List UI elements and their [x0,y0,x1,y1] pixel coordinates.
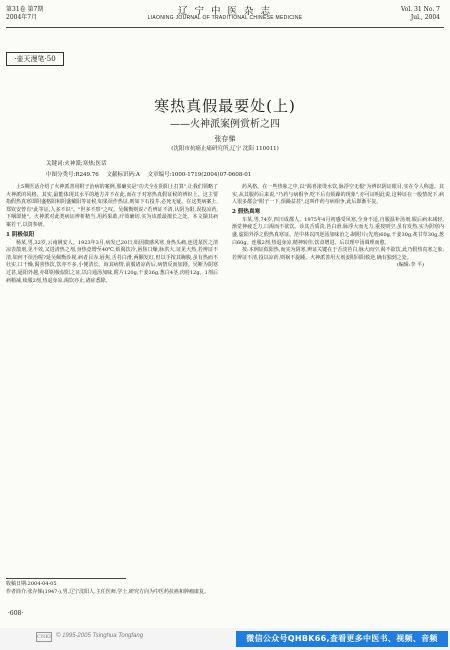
case-paragraph-1: 杨某,男,32岁,云南姚安人。1923年3月,病发已20日,始因微感风寒,身热头痛,连进某医之清凉表散剂,见不效,又进清热之剂,身热竟增至40℃,烦渴饮冷,唇焦口燥,脉洪大,证见大热,若辨证不清,如何不误治呢?延吴佩衡诊视,病者目赤,唇焦,舌苔白滑,两颧发红,但以手按其胸腹,虽有热而不壮实,口干燥,渴喜热饮,饮亦不多,小便清长。询其病情,前服诸凉药后,病情反而加剧。吴断为阴寒过甚,逼阳外越,亦即阴极似阳之证,以白通汤加味,附片120g,干姜36g,葱白4茎,肉桂12g。1剂后病稍减,续服2剂,热退身凉,渴饮亦止,诸症悉除。 [6,239,218,284]
journal-title: 辽 宁 中 医 杂 志 [177,6,273,17]
header-volume-right [401,6,440,22]
received-date: 收稿日期:2004-04-05 [6,581,57,587]
keywords: 关键词:火神派;寒热;医话 [46,161,107,167]
section-heading-1: 1 阴极似阳 [6,231,35,238]
volume-issue-en: Vol. 31 No. 7 [400,6,440,13]
left-column [6,184,218,285]
continued-paragraph: 药风格。在一些热象之中,以"渴喜滚烫水饮,脉浮空无根"为辨识阴证眼目,实在令人称道。其实,从其服药后来说,"乃药与病相争,吃下后有烦躁的现象",亦可证明此说,这种证在一般情况下,病人很多都会"附子一下,烦躁益甚",这叫作药与病相争,此后即渐平复。 [232,184,444,206]
cnki-logo-icon: CNKI [37,634,51,640]
page-number: ·608· [8,610,24,617]
column-tag: ·壶天漫笔·50 [6,52,64,66]
volume-issue-cn: 第31卷 第7期 [6,6,44,13]
right-column [232,184,444,270]
document-code: 文献标识码:A [106,172,140,178]
article-number: 文章编号:1000-1719(2004)07-0608-01 [147,172,252,178]
wechat-banner[interactable]: 微信公众号QHBK66,查看更多中医书、视频、音频 [236,631,448,647]
article-subtitle: ——火神派案例赏析之四 [170,119,280,130]
section-heading-2: 2 假热真寒 [232,208,261,215]
author-bio: 作者简介:张存悌(1947-),男,辽宁沈阳人,主任医师,学士,研究方向为中医药抗癌和肿瘤康复。 [6,589,209,595]
issue-date-en: Jul., 2004 [410,14,440,21]
article-title: 寒热真假最要处(上) [154,97,296,115]
author-affiliation: (沈阳市抗癌止痛研究所,辽宁 沈阳 110011) [171,146,279,152]
header-divider [6,27,444,28]
journal-title-en: LIAONING JOURNAL OF TRADITIONAL CHINESE MEDICINE [147,15,303,21]
article-author: 张存悌 [214,135,236,143]
article-metadata [46,170,251,178]
commentary-paragraph: 按:本例证似阳热,而实为阴寒,辨证关键在于舌淡苔白,脉大而空,渴不欲饮,此乃假热真寒之象,若辨证不清,投以凉药,则祸不旋踵。火神派善用大剂姜附回阳救逆,确有独到之处。 [232,247,444,261]
clc-number: 中图分类号:R249.76 [46,172,99,178]
intro-paragraph: 上5期医话介绍了火神派善用附子治病的案例,那确实是"功夫全在阴阳上打算",让我们领略了火神派的风格。其实,最能体现其水平的地方并不在此,而在于对寒热真假证候的辨识上。这主要指假热真寒即阴盛格阳和阴盛戴阳等证候,如果误作热证,则如下石投井,必死无疑。在这类病案上,郑钦安曾有"此等证,人多不识"、"世多不察"之叹。吴佩衡则说:"若辨证不清,认阴为阳,误投凉药,下咽即毙"。火神派对此类病证辨析精当,用药果敢,疗效确切,实为该派最擅长之处。本文撷其病案若干,以资参研。 [6,184,218,228]
editor-signature: (编辑:李 平) [396,262,424,269]
issue-date-cn: 2004年7月 [6,14,38,21]
footnote-divider [6,578,126,579]
case-paragraph-2: 车某,男,74岁,四川成都人。1975年4月初感受风寒,全身不适,自服温补汤剂,服后病未减轻,渐觉神疲乏力,口渴而不欲饮。诊其舌质淡,苔白滑,脉浮大而无力,重按则空,虽有发热,实为阴寒内盛,虚阳外浮之假热真寒证。范中林以四逆汤加味治之:制附片(先煎)60g,干姜30g,炙甘草30g,葱白60g。连服2剂,热退身凉,精神转佳,饮食增进。后以理中汤调理而愈。 [232,216,444,246]
copyright-notice: © 1995-2005 Tsinghua Tongfang [56,633,144,639]
